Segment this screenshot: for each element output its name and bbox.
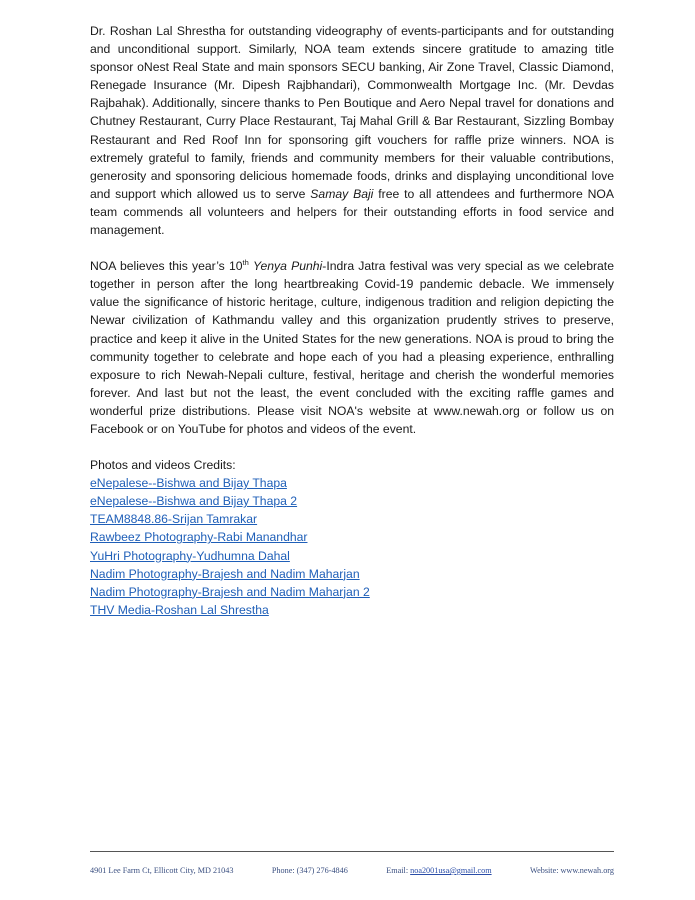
text-run: NOA believes this year’s 10 [90, 259, 243, 274]
page-footer [90, 866, 614, 875]
credit-links-list [90, 474, 614, 619]
credit-link-yuhri[interactable]: YuHri Photography-Yudhumna Dahal [90, 548, 290, 563]
paragraph-2 [90, 257, 614, 438]
footer-divider [90, 851, 614, 852]
footer-email-group [386, 866, 491, 875]
credits-title: Photos and videos Credits: [90, 458, 236, 473]
credits-section [90, 456, 614, 619]
credit-link-enepalese-2[interactable]: eNepalese--Bishwa and Bijay Thapa 2 [90, 494, 298, 509]
credit-link-thv-media[interactable]: THV Media-Roshan Lal Shrestha [90, 602, 269, 617]
text-run: Dr. Roshan Lal Shrestha for outstanding videography of events-participants and for outstanding and unconditional support. Similarly, NOA team extends sincere gratitude to amazing title sponsor oNest Real State and main sponsors SECU banking, Air Zone Travel, Classic Diamond, Renegade Insurance (Mr. Dipesh Rajbhandari), Commonwealth Mortgage Inc. (Mr. Devdas Rajbahak). Additionally, sincere thanks to Pen Boutique and Aero Nepal travel for donations and Chutney Restaurant, Curry Place Restaurant, Taj Mahal Grill & Bar Restaurant, Sizzling Bombay Restaurant and Red Roof Inn for sponsoring gift vouchers for raffle prize winners. NOA is extremely grateful to family, friends and community members for their valuable contributions, generosity and sponsoring delicious homemade foods, drinks and displaying unconditional love and support which allowed us to serve [90, 24, 614, 201]
credit-item [90, 565, 614, 583]
body-content [90, 22, 614, 619]
footer-website: Website: www.newah.org [530, 866, 614, 875]
text-run: -Indra Jatra festival was very special as we celebrate together in person after the long heartbreaking Covid-19 pandemic debacle. We immensely value the significance of historic heritage, culture, indigenous tradition and religion depicting the Newar civilization of Kathmandu valley and this organization prudently strives to preserve, practice and keep it alive in the United States for the new generations. NOA is proud to bring the community together to celebrate and hope each of you had a pleasing experience, enthralling exposure to rich Newah-Nepali culture, festival, heritage and cherish the wonderful memories forever. And last but not the least, the event concluded with the exciting raffle games and wonderful prize distributions. Please visit NOA's website at www.newah.org or follow us on Facebook or on YouTube for photos and videos of the event. [90, 259, 614, 436]
footer-address: 4901 Lee Farm Ct, Ellicott City, MD 21043 [90, 866, 234, 875]
text-run: Samay Baji [310, 186, 374, 201]
credit-link-rawbeez[interactable]: Rawbeez Photography-Rabi Manandhar [90, 530, 308, 545]
credit-item [90, 583, 614, 601]
credit-item [90, 528, 614, 546]
credit-link-team8848[interactable]: TEAM8848.86-Srijan Tamrakar [90, 512, 258, 527]
credit-link-enepalese[interactable]: eNepalese--Bishwa and Bijay Thapa [90, 476, 287, 491]
credit-item [90, 474, 614, 492]
credit-item [90, 601, 614, 619]
text-run: th [242, 258, 249, 268]
text-run: Yenya Punhi [253, 259, 323, 274]
credit-item [90, 510, 614, 528]
credit-item [90, 547, 614, 565]
credit-item [90, 492, 614, 510]
footer-email-label: Email: [386, 866, 409, 875]
credit-link-nadim-2[interactable]: Nadim Photography-Brajesh and Nadim Maharjan 2 [90, 584, 370, 599]
credit-link-nadim[interactable]: Nadim Photography-Brajesh and Nadim Maharjan [90, 566, 360, 581]
footer-email-link[interactable]: noa2001usa@gmail.com [410, 866, 492, 875]
text-run: free to all attendees and furthermore NOA team commends all volunteers and helpers for their outstanding efforts in food service and management. [90, 186, 614, 238]
footer-phone: Phone: (347) 276-4846 [271, 866, 348, 875]
paragraph-1 [90, 22, 614, 239]
